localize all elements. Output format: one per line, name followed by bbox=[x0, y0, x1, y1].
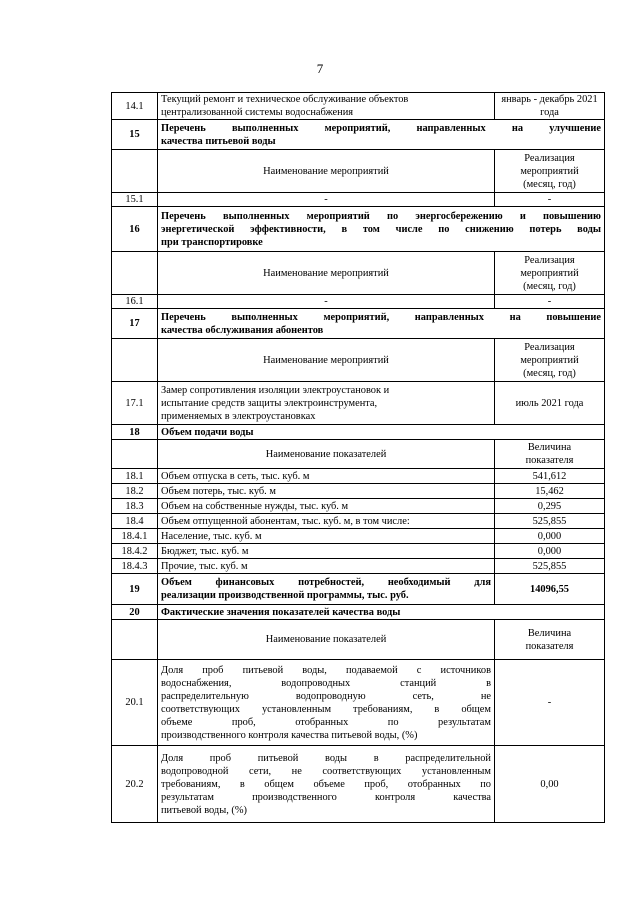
section-row bbox=[112, 425, 605, 440]
section-title-line: реализации производственной программы, тыс. руб. bbox=[161, 590, 409, 601]
row-text: - bbox=[158, 295, 495, 309]
section-title-line: Перечень выполненных мероприятий, направленных на повышение bbox=[161, 311, 601, 323]
row-value: июль 2021 года bbox=[495, 382, 605, 425]
row-text-line: применяемых в электроустановках bbox=[161, 410, 316, 422]
column-header-name: Наименование мероприятий bbox=[158, 339, 495, 382]
table-row bbox=[112, 295, 605, 309]
row-number: 18.2 bbox=[112, 484, 158, 499]
column-header-name: Наименование мероприятий bbox=[158, 150, 495, 193]
row-text-line: результатам производственного контроля качества bbox=[161, 791, 491, 803]
column-header-name: Наименование мероприятий bbox=[158, 252, 495, 295]
section-title-line: качества питьевой воды bbox=[161, 135, 276, 147]
row-text-line: соответствующих установленным требованиям, в общем bbox=[161, 703, 491, 715]
header-line: мероприятий bbox=[520, 354, 579, 366]
header-line: показателя bbox=[525, 640, 574, 652]
row-text: Прочие, тыс. куб. м bbox=[158, 559, 495, 574]
section-title bbox=[158, 574, 495, 605]
table-row bbox=[112, 746, 605, 823]
header-line: Величина bbox=[527, 442, 572, 453]
table-row bbox=[112, 469, 605, 484]
table-row bbox=[112, 660, 605, 746]
row-text-line: распределительную водопроводную сеть, не bbox=[161, 690, 491, 702]
header-line: показателя bbox=[525, 455, 574, 466]
row-value: 15,462 bbox=[495, 484, 605, 499]
section-title: Фактические значения показателей качества воды bbox=[158, 605, 605, 620]
header-line: (месяц, год) bbox=[523, 367, 576, 379]
row-value: - bbox=[495, 193, 605, 207]
row-text-line: водоснабжения, водопроводных станций в bbox=[161, 677, 491, 689]
report-table bbox=[111, 92, 605, 823]
header-row bbox=[112, 620, 605, 660]
header-row bbox=[112, 440, 605, 469]
row-text: Население, тыс. куб. м bbox=[158, 529, 495, 544]
row-text: Бюджет, тыс. куб. м bbox=[158, 544, 495, 559]
column-header-value bbox=[495, 252, 605, 295]
table-row bbox=[112, 382, 605, 425]
section-number: 16 bbox=[112, 207, 158, 252]
section-value: 14096,55 bbox=[495, 574, 605, 605]
column-header-value bbox=[495, 440, 605, 469]
section-row bbox=[112, 574, 605, 605]
row-text-line: требованиям, в общем объеме проб, отобранных по bbox=[161, 778, 491, 790]
row-number: 17.1 bbox=[112, 382, 158, 425]
section-title bbox=[158, 120, 605, 150]
row-text: Объем отпуска в сеть, тыс. куб. м bbox=[158, 469, 495, 484]
row-text: - bbox=[158, 193, 495, 207]
row-text-line: Доля проб питьевой воды в распределительной bbox=[161, 752, 491, 764]
row-number: 18.3 bbox=[112, 499, 158, 514]
section-title-line: энергетической эффективности, в том числе по снижению потерь воды bbox=[161, 223, 601, 235]
row-number: 15.1 bbox=[112, 193, 158, 207]
column-header-name: Наименование показателей bbox=[158, 620, 495, 660]
row-text-line: питьевой воды, (%) bbox=[161, 804, 247, 816]
page-number: 7 bbox=[316, 61, 324, 76]
header-line: мероприятий bbox=[520, 267, 579, 279]
section-title-line: Объем финансовых потребностей, необходимый для bbox=[161, 577, 491, 588]
section-number: 18 bbox=[112, 425, 158, 440]
table-row bbox=[112, 559, 605, 574]
row-text-line: испытание средств защиты электроинструмента, bbox=[161, 397, 378, 409]
section-title-line: при транспортировке bbox=[161, 236, 263, 248]
table-row bbox=[112, 484, 605, 499]
row-number: 18.1 bbox=[112, 469, 158, 484]
row-text: Текущий ремонт и техническое обслуживание объектов централизованной системы водоснабжения bbox=[158, 93, 495, 120]
section-row bbox=[112, 605, 605, 620]
row-number: 18.4.2 bbox=[112, 544, 158, 559]
section-row bbox=[112, 309, 605, 339]
row-text bbox=[158, 382, 495, 425]
section-row bbox=[112, 120, 605, 150]
row-number: 20.2 bbox=[112, 746, 158, 823]
column-header-value bbox=[495, 150, 605, 193]
row-text-line: Замер сопротивления изоляции электроустановок и bbox=[161, 384, 390, 396]
section-title bbox=[158, 207, 605, 252]
section-number: 17 bbox=[112, 309, 158, 339]
row-value: - bbox=[495, 295, 605, 309]
section-title-line: Перечень выполненных мероприятий, направленных на улучшение bbox=[161, 122, 601, 134]
table-row bbox=[112, 514, 605, 529]
header-line: Реализация bbox=[524, 254, 575, 266]
row-number: 18.4 bbox=[112, 514, 158, 529]
row-value: январь - декабрь 2021 года bbox=[495, 93, 605, 120]
header-line: мероприятий bbox=[520, 165, 579, 177]
section-title: Объем подачи воды bbox=[158, 425, 605, 440]
table-row bbox=[112, 193, 605, 207]
row-value: 541,612 bbox=[495, 469, 605, 484]
row-text-line: водопроводной сети, не соответствующих установленным bbox=[161, 765, 491, 777]
row-number: 20.1 bbox=[112, 660, 158, 746]
row-value: 0,000 bbox=[495, 544, 605, 559]
header-line: Величина bbox=[527, 627, 572, 639]
header-line: (месяц, год) bbox=[523, 178, 576, 190]
column-header-value bbox=[495, 620, 605, 660]
table-row bbox=[112, 499, 605, 514]
row-text: Объем потерь, тыс. куб. м bbox=[158, 484, 495, 499]
row-number: 16.1 bbox=[112, 295, 158, 309]
row-value: 525,855 bbox=[495, 514, 605, 529]
table-row bbox=[112, 529, 605, 544]
row-number: 18.4.3 bbox=[112, 559, 158, 574]
row-text-line: объеме проб, отобранных по результатам bbox=[161, 716, 491, 728]
table-row bbox=[112, 544, 605, 559]
row-text: Объем отпущенной абонентам, тыс. куб. м, в том числе: bbox=[158, 514, 495, 529]
row-number: 18.4.1 bbox=[112, 529, 158, 544]
column-header-name: Наименование показателей bbox=[158, 440, 495, 469]
row-value: 525,855 bbox=[495, 559, 605, 574]
header-line: Реализация bbox=[524, 152, 575, 164]
header-row bbox=[112, 252, 605, 295]
section-row bbox=[112, 207, 605, 252]
section-title bbox=[158, 309, 605, 339]
section-number: 20 bbox=[112, 605, 158, 620]
row-text-line: Доля проб питьевой воды, подаваемой с источников bbox=[161, 664, 491, 676]
row-text bbox=[158, 660, 495, 746]
row-value: 0,000 bbox=[495, 529, 605, 544]
row-number: 14.1 bbox=[112, 93, 158, 120]
header-row bbox=[112, 339, 605, 382]
row-value: - bbox=[495, 660, 605, 746]
row-value: 0,295 bbox=[495, 499, 605, 514]
section-title-line: Перечень выполненных мероприятий по энергосбережению и повышению bbox=[161, 210, 601, 222]
row-value: 0,00 bbox=[495, 746, 605, 823]
header-line: Реализация bbox=[524, 341, 575, 353]
column-header-value bbox=[495, 339, 605, 382]
header-row bbox=[112, 150, 605, 193]
header-line: (месяц, год) bbox=[523, 280, 576, 292]
section-title-line: качества обслуживания абонентов bbox=[161, 324, 324, 336]
row-text bbox=[158, 746, 495, 823]
section-number: 15 bbox=[112, 120, 158, 150]
row-text: Объем на собственные нужды, тыс. куб. м bbox=[158, 499, 495, 514]
section-number: 19 bbox=[112, 574, 158, 605]
table-row bbox=[112, 93, 605, 120]
row-text-line: производственного контроля качества питьевой воды, (%) bbox=[161, 729, 418, 741]
